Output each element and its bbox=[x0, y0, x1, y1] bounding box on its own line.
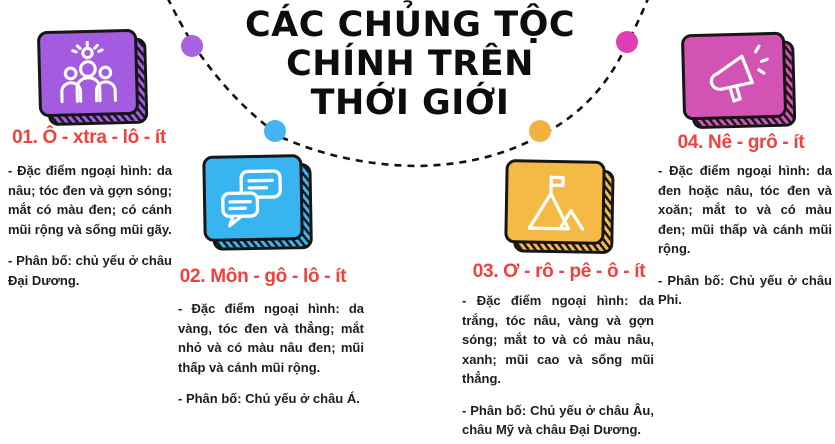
dot-purple bbox=[181, 35, 203, 57]
title-line-3: THỚI GIỚI bbox=[310, 83, 510, 123]
features-text: - Đặc điểm ngoại hình: da nâu; tóc đen và gợn sóng; mắt có màu đen; có cánh mũi rộng và sống mũi gãy. bbox=[8, 163, 172, 237]
mountain-flag-icon bbox=[519, 170, 590, 233]
section-heading-europoid: 03. Ơ - rô - pê - ô - ít bbox=[472, 261, 646, 282]
distribution-text: - Phân bố: Chủ yếu ở châu Âu, châu Mỹ và châu Đại Dương. bbox=[462, 402, 654, 437]
card-face bbox=[202, 154, 303, 242]
card-europoid bbox=[504, 159, 605, 245]
card-australoid bbox=[37, 29, 139, 118]
section-body-europoid bbox=[462, 291, 654, 444]
features-text: - Đặc điểm ngoại hình: da vàng, tóc đen và thẳng; mắt nhỏ và có màu nâu đen; mũi thấp và cánh mũi rộng. bbox=[178, 301, 364, 375]
features-text: - Đặc điểm ngoại hình: da đen hoặc nâu, tóc đen và xoăn; mắt to và có màu đen; mũi thấp và cánh mũi rộng. bbox=[658, 163, 832, 256]
title-line-2: CHÍNH TRÊN bbox=[286, 44, 534, 84]
section-body-negroid bbox=[658, 161, 832, 322]
features-text: - Đặc điểm ngoại hình: da trắng, tóc nâu, vàng và gợn sóng; mắt to và có màu nâu, xanh; mũi cao và sống mũi thẳng. bbox=[462, 293, 654, 386]
dot-pink bbox=[616, 31, 638, 53]
chat-bubbles-icon bbox=[216, 166, 289, 229]
section-heading-australoid: 01. Ô - xtra - lô - ít bbox=[12, 127, 166, 148]
dot-yellow bbox=[529, 120, 551, 142]
section-body-mongoloid bbox=[178, 299, 364, 421]
card-negroid bbox=[681, 32, 787, 121]
card-face bbox=[37, 29, 139, 118]
distribution-text: - Phân bố: Chủ yếu ở châu Á. bbox=[178, 391, 360, 406]
megaphone-icon bbox=[698, 43, 770, 109]
page-title bbox=[212, 6, 608, 123]
section-heading-negroid: 04. Nê - grô - ít bbox=[677, 132, 805, 153]
section-heading-mongoloid: 02. Môn - gô - lô - ít bbox=[179, 266, 347, 287]
people-group-icon bbox=[53, 40, 123, 106]
title-line-1: CÁC CHỦNG TỘC bbox=[244, 5, 576, 45]
dot-blue bbox=[264, 120, 286, 142]
distribution-text: - Phân bố: Chủ yếu ở châu Phi. bbox=[658, 272, 832, 307]
distribution-text: - Phân bố: chủ yếu ở châu Đại Dương. bbox=[8, 253, 172, 288]
card-face bbox=[504, 159, 605, 245]
card-face bbox=[681, 32, 787, 121]
card-mongoloid bbox=[202, 154, 303, 242]
section-body-australoid bbox=[8, 161, 172, 302]
